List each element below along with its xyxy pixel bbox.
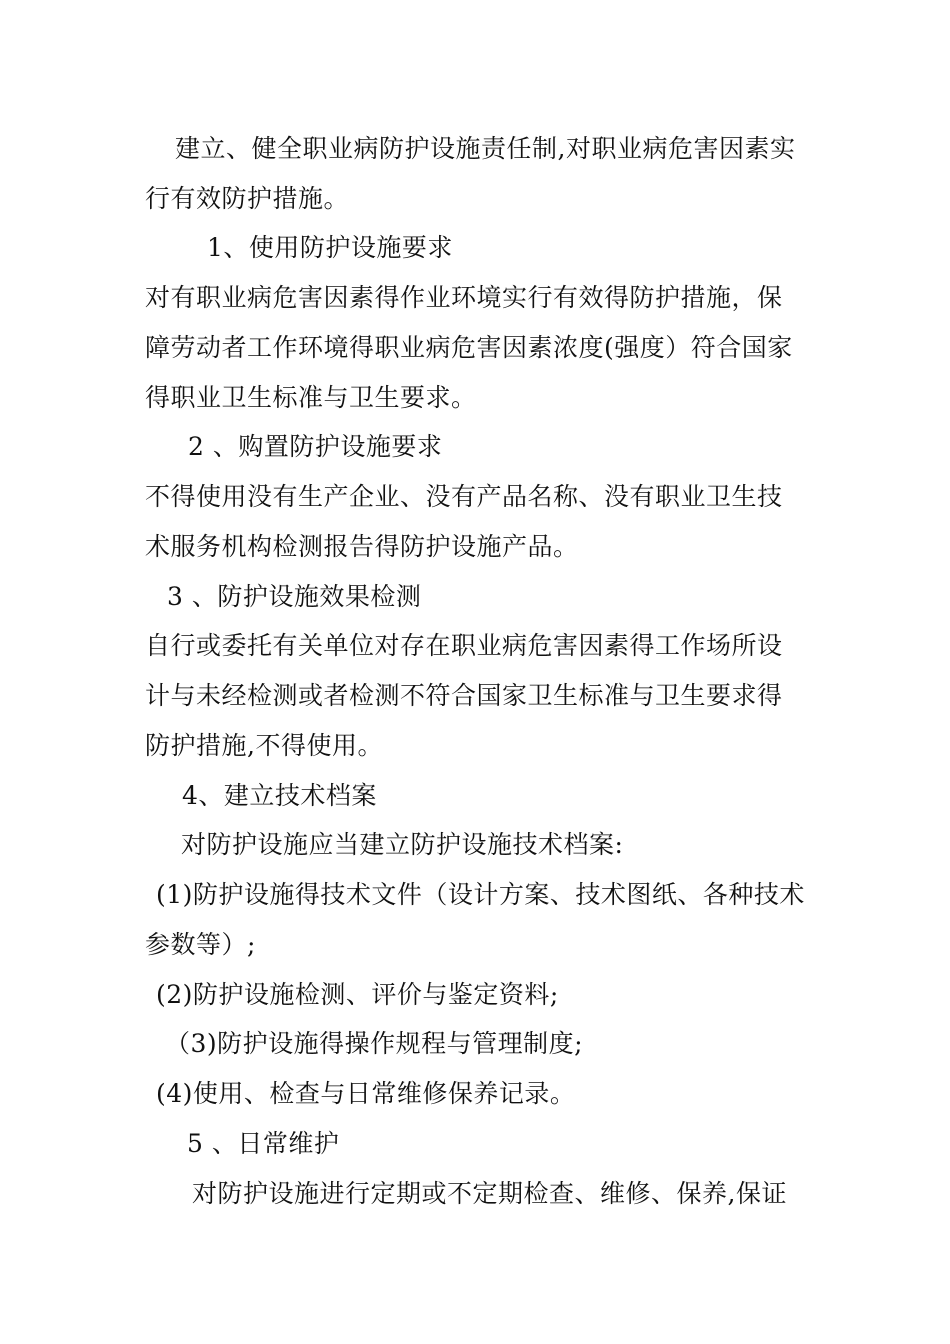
body-text-line: 对防护设施进行定期或不定期检查、维修、保养,保证 (192, 1179, 787, 1208)
body-text-line: 参数等）; (145, 930, 256, 959)
body-text-line: 对有职业病危害因素得作业环境实行有效得防护措施，保 (145, 283, 783, 312)
section-heading-5: 5 、日常维护 (187, 1129, 340, 1158)
body-text-line: 不得使用没有生产企业、没有产品名称、没有职业卫生技 (145, 482, 783, 511)
body-text-line: 自行或委托有关单位对存在职业病危害因素得工作场所设 (145, 631, 783, 660)
body-text-line: 得职业卫生标准与卫生要求。 (145, 383, 477, 412)
list-item-3: （3)防护设施得操作规程与管理制度; (165, 1029, 584, 1058)
body-text-line: 防护措施,不得使用。 (145, 731, 383, 760)
section-heading-3: 3 、防护设施效果检测 (167, 582, 422, 611)
body-text-line: 障劳动者工作环境得职业病危害因素浓度(强度）符合国家 (145, 333, 793, 362)
section-heading-2: 2 、购置防护设施要求 (188, 432, 443, 461)
list-item-2: (2)防护设施检测、评价与鉴定资料; (156, 980, 559, 1009)
list-item-1: (1)防护设施得技术文件（设计方案、技术图纸、各种技术 (156, 880, 805, 909)
body-text-line: 建立、健全职业病防护设施责任制,对职业病危害因素实 (175, 134, 796, 163)
body-text-line: 行有效防护措施。 (145, 184, 350, 213)
body-text-line: 对防护设施应当建立防护设施技术档案: (181, 830, 624, 859)
body-text-line: 计与未经检测或者检测不符合国家卫生标准与卫生要求得 (145, 681, 783, 710)
section-heading-1: 1、使用防护设施要求 (207, 233, 453, 262)
section-heading-4: 4、建立技术档案 (182, 781, 377, 810)
body-text-line: 术服务机构检测报告得防护设施产品。 (145, 532, 579, 561)
list-item-4: (4)使用、检查与日常维修保养记录。 (156, 1079, 576, 1108)
